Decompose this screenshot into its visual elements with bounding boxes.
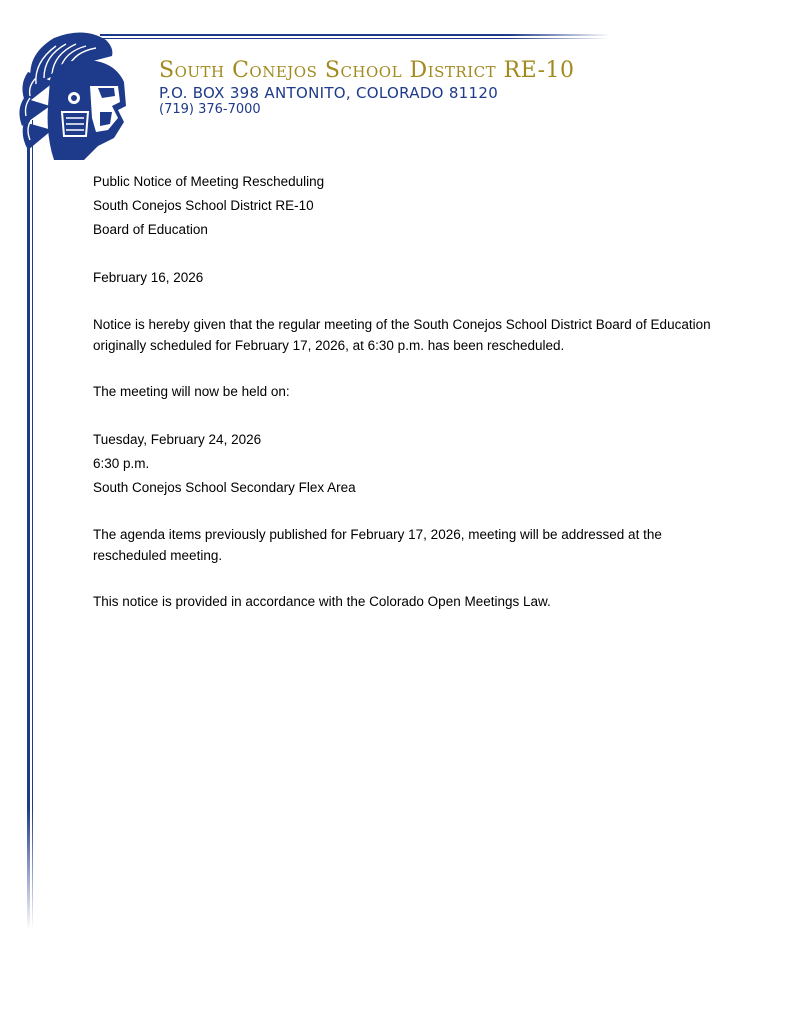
notice-board: Board of Education xyxy=(93,222,208,237)
district-address: P.O. BOX 398 ANTONITO, COLORADO 81120 xyxy=(159,84,499,102)
notice-body xyxy=(93,170,733,614)
top-border-rule xyxy=(100,34,610,41)
notice-date: February 16, 2026 xyxy=(93,270,204,285)
district-phone: (719) 376-7000 xyxy=(159,102,261,117)
compliance-note: This notice is provided in accordance with the Colorado Open Meetings Law. xyxy=(93,594,551,609)
left-border-rule xyxy=(27,120,35,930)
new-meeting-intro: The meeting will now be held on: xyxy=(93,384,290,399)
notice-intro: Notice is hereby given that the regular meeting of the South Conejos School District Board of Education originally scheduled for February 17, 2026, at 6:30 p.m. has been rescheduled. xyxy=(93,317,711,353)
district-name: South Conejos School District RE-10 xyxy=(159,58,575,83)
new-meeting-date: Tuesday, February 24, 2026 xyxy=(93,432,262,447)
notice-district: South Conejos School District RE-10 xyxy=(93,198,314,213)
new-meeting-location: South Conejos School Secondary Flex Area xyxy=(93,480,356,495)
spartan-helmet-icon xyxy=(14,26,146,162)
notice-title: Public Notice of Meeting Rescheduling xyxy=(93,174,325,189)
new-meeting-time: 6:30 p.m. xyxy=(93,456,150,471)
letterhead xyxy=(159,58,575,118)
agenda-note: The agenda items previously published for February 17, 2026, meeting will be addressed at the rescheduled meeting. xyxy=(93,527,662,563)
